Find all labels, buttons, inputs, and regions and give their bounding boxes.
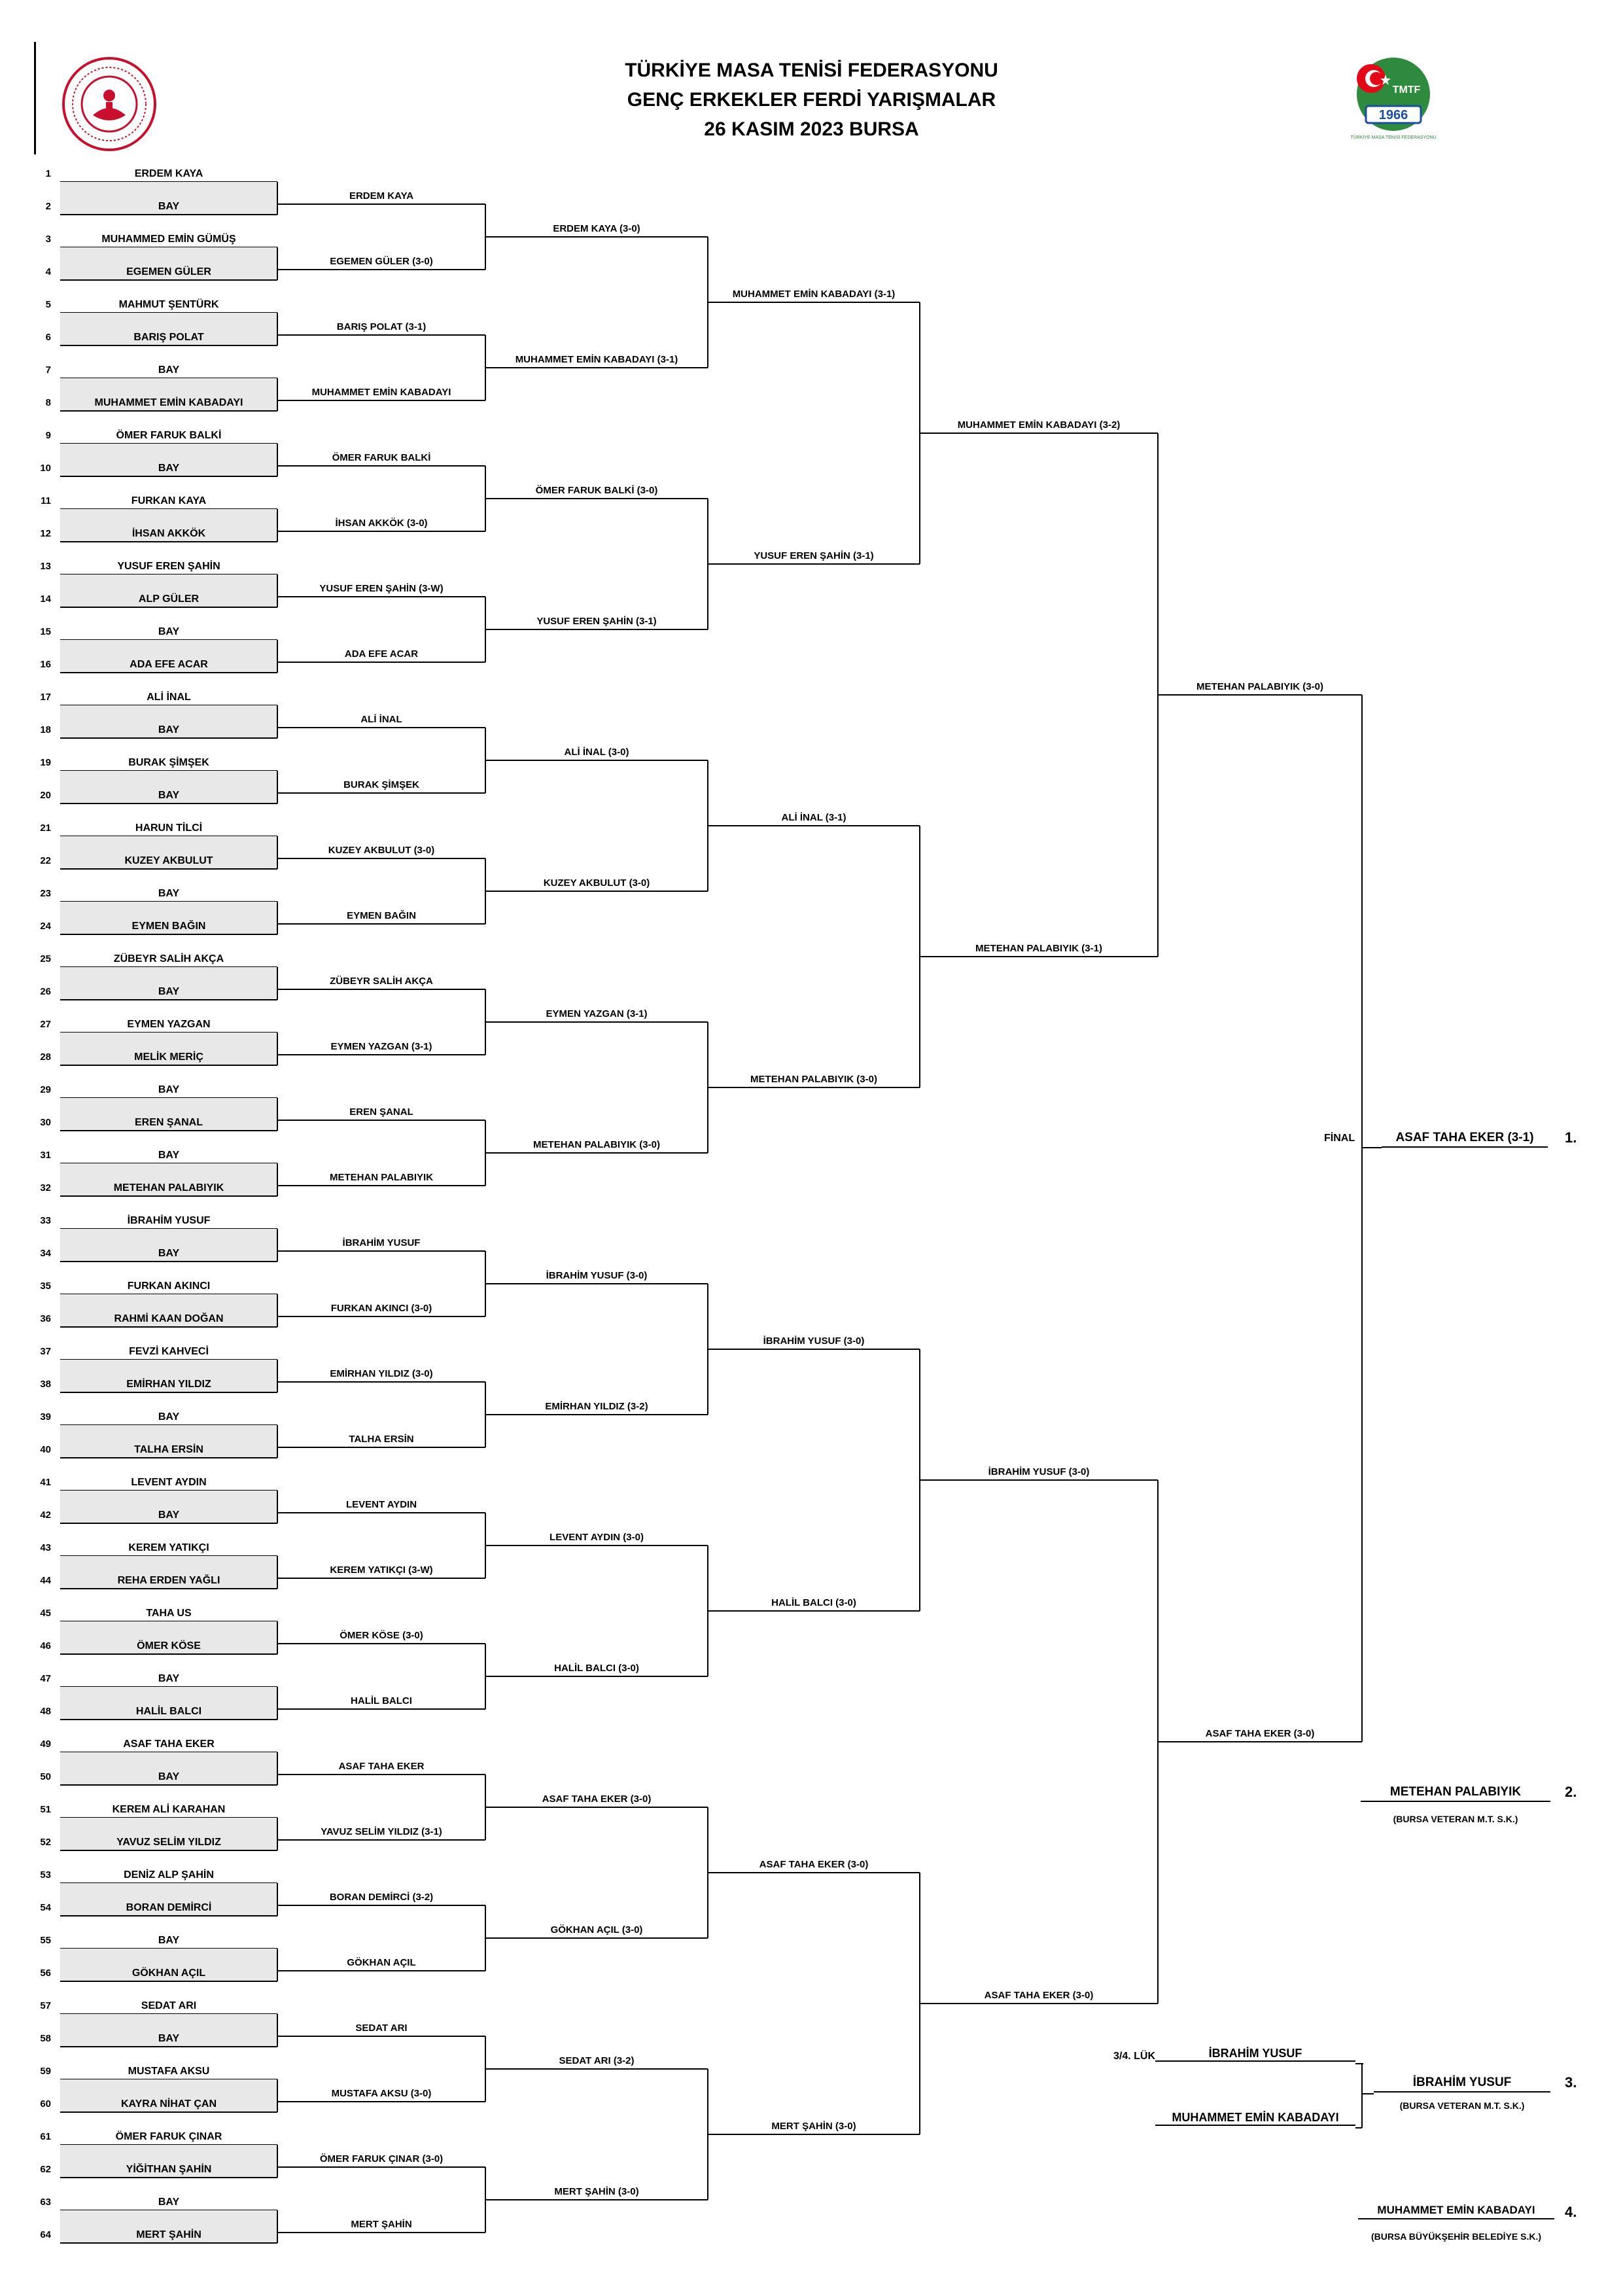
result-name: İBRAHİM YUSUF (3-0) xyxy=(546,1270,648,1281)
player-name: BAY xyxy=(158,888,180,899)
seed-number: 62 xyxy=(40,2164,51,2175)
result-name: METEHAN PALABIYIK (3-0) xyxy=(750,1074,877,1085)
seed-number: 12 xyxy=(40,528,51,539)
player-name: BARIŞ POLAT xyxy=(133,332,204,343)
result-name: ERDEM KAYA (3-0) xyxy=(553,223,640,234)
player-name: METEHAN PALABIYIK xyxy=(113,1182,224,1193)
player-name: TAHA US xyxy=(146,1608,192,1619)
player-name: BAY xyxy=(158,1771,180,1782)
result-name: ERDEM KAYA xyxy=(349,190,414,202)
seed-number: 25 xyxy=(40,953,51,964)
player-name: MUHAMMED EMİN GÜMÜŞ xyxy=(101,234,236,245)
seed-number: 4 xyxy=(45,266,51,277)
player-name: İBRAHİM YUSUF xyxy=(127,1215,211,1226)
seed-number: 14 xyxy=(40,593,51,605)
player-name: BAY xyxy=(158,2033,180,2044)
final-label: FİNAL xyxy=(1324,1133,1355,1144)
result-name: İBRAHİM YUSUF (3-0) xyxy=(988,1466,1090,1477)
result-name: METEHAN PALABIYIK xyxy=(329,1172,434,1183)
result-name: ASAF TAHA EKER xyxy=(338,1761,425,1772)
player-name: REHA ERDEN YAĞLI xyxy=(117,1575,220,1586)
seed-number: 51 xyxy=(40,1804,51,1815)
result-name: ÖMER FARUK ÇINAR (3-0) xyxy=(319,2153,444,2164)
seed-number: 30 xyxy=(40,1117,51,1128)
result-name: GÖKHAN AÇIL xyxy=(347,1957,416,1968)
result-name: ÖMER FARUK BALKİ (3-0) xyxy=(535,485,658,496)
player-name: KEREM YATIKÇI xyxy=(128,1542,209,1553)
seed-number: 24 xyxy=(40,921,51,932)
fourth-place-club: (BURSA BÜYÜKŞEHİR BELEDİYE S.K.) xyxy=(1370,2231,1542,2242)
player-name: BURAK ŞİMŞEK xyxy=(128,757,209,768)
seed-number: 58 xyxy=(40,2033,51,2044)
result-name: MUHAMMET EMİN KABADAYI (3-1) xyxy=(515,354,678,365)
result-name: MUHAMMET EMİN KABADAYI (3-2) xyxy=(957,419,1121,431)
result-name: İBRAHİM YUSUF (3-0) xyxy=(763,1335,865,1347)
seed-number: 19 xyxy=(40,757,51,768)
player-name: YAVUZ SELİM YILDIZ xyxy=(116,1837,221,1848)
seed-number: 48 xyxy=(40,1706,51,1717)
player-name: EMİRHAN YILDIZ xyxy=(126,1379,211,1390)
place-2: 2. xyxy=(1565,1784,1577,1800)
player-name: BAY xyxy=(158,626,180,637)
federation-caption: TÜRKİYE MASA TENİSİ FEDERASYONU xyxy=(1350,135,1437,140)
seed-number: 9 xyxy=(45,430,51,441)
seed-number: 7 xyxy=(45,364,51,376)
third-match-connector xyxy=(1355,2058,1526,2124)
player-name: FURKAN KAYA xyxy=(131,495,207,506)
result-name: ALİ İNAL xyxy=(360,714,402,725)
result-name: METEHAN PALABIYIK (3-0) xyxy=(1196,681,1323,692)
player-name: LEVENT AYDIN xyxy=(131,1477,207,1488)
seed-number: 11 xyxy=(41,495,51,506)
result-name: ALİ İNAL (3-1) xyxy=(781,812,846,823)
result-name: LEVENT AYDIN (3-0) xyxy=(550,1532,644,1543)
federation-title: TÜRKİYE MASA TENİSİ FEDERASYONU xyxy=(625,60,998,81)
seed-number: 43 xyxy=(40,1542,51,1553)
result-name: METEHAN PALABIYIK (3-0) xyxy=(533,1139,660,1150)
result-name: BARIŞ POLAT (3-1) xyxy=(336,321,427,332)
player-name: MAHMUT ŞENTÜRK xyxy=(118,299,219,310)
player-name: BAY xyxy=(158,2197,180,2208)
player-name: MELİK MERİÇ xyxy=(134,1051,203,1063)
seed-number: 17 xyxy=(40,692,51,703)
result-name: MERT ŞAHİN xyxy=(351,2219,412,2230)
champion-name: ASAF TAHA EKER (3-1) xyxy=(1382,1131,1548,1148)
player-name: ADA EFE ACAR xyxy=(130,659,208,670)
seed-number: 47 xyxy=(40,1673,51,1684)
player-name: MUHAMMET EMİN KABADAYI xyxy=(94,397,243,408)
seed-number: 60 xyxy=(40,2098,51,2110)
seed-number: 64 xyxy=(40,2229,51,2240)
result-name: KUZEY AKBULUT (3-0) xyxy=(543,877,650,889)
third-place-club: (BURSA VETERAN M.T. S.K.) xyxy=(1399,2100,1525,2111)
result-name: EMİRHAN YILDIZ (3-0) xyxy=(330,1368,433,1379)
seed-number: 20 xyxy=(40,790,51,801)
player-name: BAY xyxy=(158,790,180,801)
place-1: 1. xyxy=(1565,1129,1577,1146)
result-name: METEHAN PALABIYIK (3-1) xyxy=(975,943,1102,954)
result-name: GÖKHAN AÇIL (3-0) xyxy=(550,1924,643,1935)
result-name: İHSAN AKKÖK (3-0) xyxy=(335,518,428,529)
seed-number: 49 xyxy=(40,1739,51,1750)
player-name: GÖKHAN AÇIL xyxy=(131,1968,206,1979)
result-name: BORAN DEMİRCİ (3-2) xyxy=(329,1892,434,1903)
seed-number: 29 xyxy=(40,1084,51,1095)
seed-number: 32 xyxy=(40,1182,51,1193)
player-name: KAYRA NİHAT ÇAN xyxy=(120,2098,217,2110)
result-name: BURAK ŞİMŞEK xyxy=(343,779,419,790)
player-name: ALP GÜLER xyxy=(138,593,200,605)
player-name: TALHA ERSİN xyxy=(134,1444,203,1455)
player-name: MERT ŞAHİN xyxy=(136,2229,201,2240)
seed-number: 27 xyxy=(40,1019,51,1030)
seed-number: 63 xyxy=(40,2197,51,2208)
seed-number: 10 xyxy=(40,463,51,474)
result-name: LEVENT AYDIN xyxy=(345,1499,417,1510)
seed-number: 15 xyxy=(40,626,51,637)
player-name: KEREM ALİ KARAHAN xyxy=(112,1804,226,1815)
player-name: ASAF TAHA EKER xyxy=(123,1739,215,1750)
player-name: KUZEY AKBULUT xyxy=(124,855,213,866)
seed-number: 52 xyxy=(40,1837,51,1848)
result-name: MUHAMMET EMİN KABADAYI (3-1) xyxy=(732,289,896,300)
player-name: EYMEN YAZGAN xyxy=(127,1019,211,1030)
player-name: BAY xyxy=(158,1411,180,1422)
seed-number: 37 xyxy=(40,1346,51,1357)
result-name: HALİL BALCI xyxy=(351,1695,412,1706)
player-name: BAY xyxy=(158,1935,180,1946)
seed-number: 2 xyxy=(45,201,51,212)
result-name: ALİ İNAL (3-0) xyxy=(564,747,629,758)
seed-number: 26 xyxy=(40,986,51,997)
result-name: SEDAT ARI xyxy=(355,2022,408,2034)
result-name: YUSUF EREN ŞAHİN (3-W) xyxy=(319,583,444,594)
second-place-name: METEHAN PALABIYIK xyxy=(1361,1785,1550,1802)
player-name: DENİZ ALP ŞAHİN xyxy=(124,1869,214,1881)
result-name: EMİRHAN YILDIZ (3-2) xyxy=(545,1401,648,1412)
seed-number: 21 xyxy=(40,822,51,834)
event-title: GENÇ ERKEKLER FERDİ YARIŞMALAR xyxy=(627,89,996,111)
third-place-name: İBRAHİM YUSUF xyxy=(1374,2075,1550,2093)
seed-number: 57 xyxy=(40,2000,51,2011)
seed-number: 39 xyxy=(40,1411,51,1422)
player-name: FURKAN AKINCI xyxy=(127,1280,211,1292)
player-name: BAY xyxy=(158,201,180,212)
player-name: ÖMER FARUK ÇINAR xyxy=(115,2131,222,2142)
result-name: ADA EFE ACAR xyxy=(344,648,419,660)
seed-number: 6 xyxy=(45,332,51,343)
player-name: BORAN DEMİRCİ xyxy=(126,1902,212,1913)
player-name: YUSUF EREN ŞAHİN xyxy=(117,561,220,572)
player-name: BAY xyxy=(158,1084,180,1095)
player-name: ERDEM KAYA xyxy=(134,168,203,179)
result-name: EYMEN BAĞIN xyxy=(347,910,416,921)
player-name: BAY xyxy=(158,364,180,376)
fourth-place-name: MUHAMMET EMİN KABADAYI xyxy=(1358,2204,1554,2219)
result-name: EYMEN YAZGAN (3-1) xyxy=(546,1008,648,1019)
player-name: BAY xyxy=(158,724,180,735)
result-name: ÖMER KÖSE (3-0) xyxy=(340,1630,423,1641)
seed-number: 22 xyxy=(40,855,51,866)
seed-number: 54 xyxy=(40,1902,51,1913)
player-name: ÖMER KÖSE xyxy=(137,1640,201,1651)
seed-number: 18 xyxy=(40,724,51,735)
seed-number: 53 xyxy=(40,1869,51,1881)
player-name: ZÜBEYR SALİH AKÇA xyxy=(113,953,224,964)
result-name: SEDAT ARI (3-2) xyxy=(559,2055,635,2066)
result-name: ASAF TAHA EKER (3-0) xyxy=(984,1990,1094,2001)
result-name: MERT ŞAHİN (3-0) xyxy=(771,2121,856,2132)
seed-number: 59 xyxy=(40,2066,51,2077)
seed-number: 8 xyxy=(45,397,51,408)
seed-number: 46 xyxy=(40,1640,51,1651)
player-name: EREN ŞANAL xyxy=(134,1117,203,1128)
result-name: EGEMEN GÜLER (3-0) xyxy=(330,256,433,267)
seed-number: 41 xyxy=(40,1477,51,1488)
place-3: 3. xyxy=(1565,2074,1577,2091)
player-name: FEVZİ KAHVECİ xyxy=(129,1346,209,1357)
result-name: ASAF TAHA EKER (3-0) xyxy=(542,1793,652,1805)
second-place-club: (BURSA VETERAN M.T. S.K.) xyxy=(1393,1814,1518,1824)
seed-number: 13 xyxy=(40,561,51,572)
result-name: ÖMER FARUK BALKİ xyxy=(332,452,431,463)
result-name: MUSTAFA AKSU (3-0) xyxy=(331,2088,432,2099)
seed-number: 40 xyxy=(40,1444,51,1455)
seed-number: 16 xyxy=(40,659,51,670)
seed-number: 23 xyxy=(40,888,51,899)
seed-number: 3 xyxy=(45,234,51,245)
seed-number: 28 xyxy=(40,1051,51,1063)
third-match-player-b: MUHAMMET EMİN KABADAYI xyxy=(1155,2111,1355,2126)
result-name: KUZEY AKBULUT (3-0) xyxy=(328,845,435,856)
seed-number: 35 xyxy=(40,1280,51,1292)
result-name: EYMEN YAZGAN (3-1) xyxy=(330,1041,432,1052)
player-name: BAY xyxy=(158,1510,180,1521)
seed-number: 45 xyxy=(40,1608,51,1619)
result-name: ASAF TAHA EKER (3-0) xyxy=(1205,1728,1315,1739)
seed-number: 31 xyxy=(40,1150,51,1161)
player-name: EGEMEN GÜLER xyxy=(126,266,211,277)
result-name: MERT ŞAHİN (3-0) xyxy=(554,2186,639,2197)
player-name: EYMEN BAĞIN xyxy=(131,921,206,932)
player-name: YİĞİTHAN ŞAHİN xyxy=(126,2164,212,2175)
player-name: SEDAT ARI xyxy=(141,2000,197,2011)
result-name: ZÜBEYR SALİH AKÇA xyxy=(330,976,433,987)
result-name: ASAF TAHA EKER (3-0) xyxy=(759,1859,869,1870)
seed-number: 36 xyxy=(40,1313,51,1324)
player-name: BAY xyxy=(158,463,180,474)
third-place-match-label: 3/4. LÜK xyxy=(1113,2051,1156,2062)
result-name: MUHAMMET EMİN KABADAYI xyxy=(311,387,451,398)
player-name: BAY xyxy=(158,1673,180,1684)
event-date: 26 KASIM 2023 BURSA xyxy=(704,118,919,140)
player-name: BAY xyxy=(158,986,180,997)
result-name: HALİL BALCI (3-0) xyxy=(554,1663,639,1674)
result-name: FURKAN AKINCI (3-0) xyxy=(330,1303,432,1314)
result-name: YUSUF EREN ŞAHİN (3-1) xyxy=(754,550,874,561)
player-name: MUSTAFA AKSU xyxy=(128,2066,210,2077)
player-name: ÖMER FARUK BALKİ xyxy=(116,430,222,441)
result-name: HALİL BALCI (3-0) xyxy=(771,1597,856,1608)
federation-initials: TMTF xyxy=(1392,84,1421,96)
player-name: İHSAN AKKÖK xyxy=(131,528,206,539)
result-name: TALHA ERSİN xyxy=(349,1434,414,1445)
player-name: BAY xyxy=(158,1150,180,1161)
seed-number: 34 xyxy=(40,1248,51,1259)
player-name: BAY xyxy=(158,1248,180,1259)
result-name: YAVUZ SELİM YILDIZ (3-1) xyxy=(321,1826,442,1837)
result-name: EREN ŞANAL xyxy=(349,1106,413,1118)
seed-number: 56 xyxy=(40,1968,51,1979)
result-name: İBRAHİM YUSUF xyxy=(342,1237,421,1248)
seed-number: 44 xyxy=(40,1575,51,1586)
seed-number: 33 xyxy=(40,1215,51,1226)
player-name: HARUN TİLCİ xyxy=(135,822,203,834)
place-4: 4. xyxy=(1565,2204,1577,2220)
player-name: ALİ İNAL xyxy=(147,692,191,703)
seed-number: 55 xyxy=(40,1935,51,1946)
seed-number: 61 xyxy=(40,2131,51,2142)
seed-number: 1 xyxy=(45,168,51,179)
third-match-player-a: İBRAHİM YUSUF xyxy=(1155,2047,1355,2062)
seed-number: 38 xyxy=(40,1379,51,1390)
result-name: YUSUF EREN ŞAHİN (3-1) xyxy=(536,616,657,627)
seed-number: 5 xyxy=(45,299,51,310)
federation-year: 1966 xyxy=(1378,108,1408,122)
seed-number: 42 xyxy=(40,1510,51,1521)
player-name: RAHMİ KAAN DOĞAN xyxy=(114,1313,224,1324)
player-name: HALİL BALCI xyxy=(135,1706,202,1717)
seed-number: 50 xyxy=(40,1771,51,1782)
result-name: KEREM YATIKÇI (3-W) xyxy=(330,1564,433,1576)
